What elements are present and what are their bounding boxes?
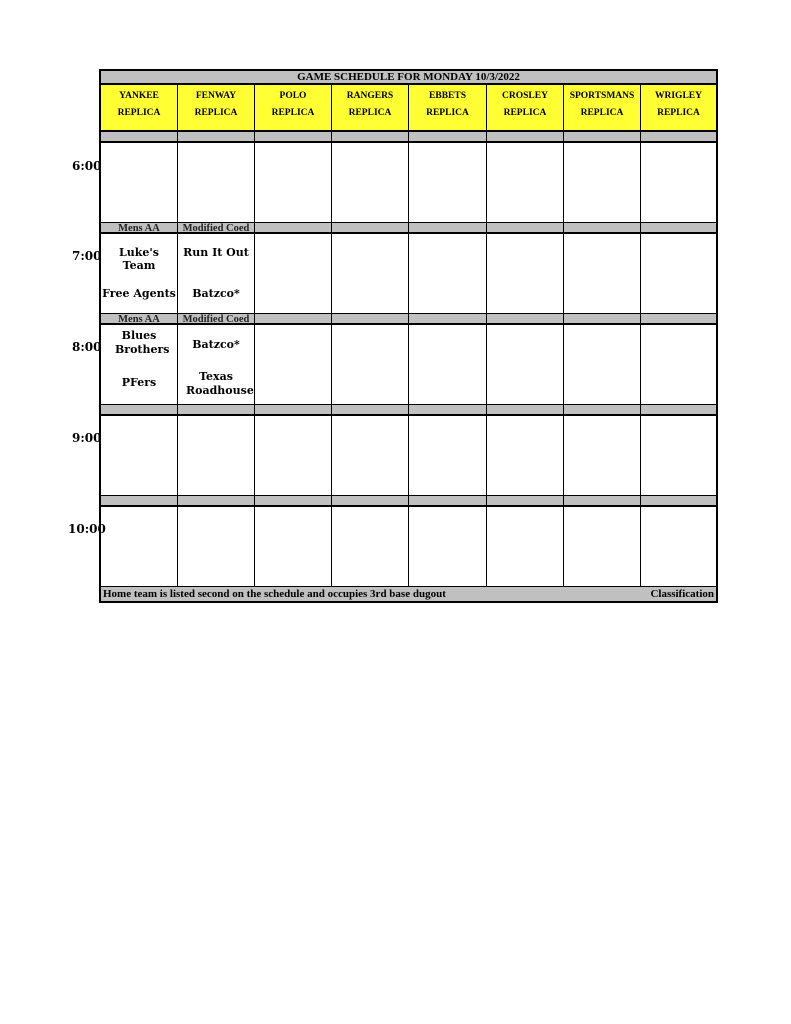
classification-cell [641, 405, 718, 414]
classification-cell [332, 314, 409, 323]
classification-cell [255, 314, 332, 323]
classification-row-9 [99, 404, 718, 416]
field-header-crosley: CROSLEY REPLICA [487, 85, 564, 130]
game-cell [487, 507, 564, 586]
classification-cell [332, 132, 409, 141]
game-cell [332, 234, 409, 313]
game-cell [641, 234, 718, 313]
classification-cell: Mens AA [99, 223, 178, 232]
game-cell [641, 143, 718, 222]
game-cell [178, 143, 255, 222]
game-cell-fenway-8 [178, 325, 255, 404]
game-cell [409, 143, 487, 222]
classification-cell [564, 496, 641, 505]
classification-cell [255, 405, 332, 414]
classification-row-7 [99, 222, 718, 234]
game-cell-yankee-7 [99, 234, 178, 313]
game-cell [487, 234, 564, 313]
game-cell [409, 325, 487, 404]
game-cell [487, 143, 564, 222]
game-cell [641, 416, 718, 495]
game-cell [641, 325, 718, 404]
classification-cell [487, 405, 564, 414]
classification-cell [409, 223, 487, 232]
classification-cell [487, 314, 564, 323]
classification-row-10 [99, 495, 718, 507]
home-team: PFers [121, 376, 157, 389]
classification-cell [99, 405, 178, 414]
schedule-footer [99, 586, 718, 603]
field-header-yankee: YANKEE REPLICA [99, 85, 178, 130]
game-cell [409, 234, 487, 313]
classification-cell [99, 496, 178, 505]
game-cell-fenway-7 [178, 234, 255, 313]
classification-row-6 [99, 131, 718, 143]
game-cell [332, 325, 409, 404]
game-cell [564, 143, 641, 222]
game-cell [409, 416, 487, 495]
time-slot-row-10 [99, 507, 718, 586]
classification-cell [564, 132, 641, 141]
game-cell-yankee-8 [99, 325, 178, 404]
game-cell [99, 143, 178, 222]
classification-cell [255, 132, 332, 141]
away-team: Blues Brothers [115, 329, 170, 356]
away-team: Luke's Team [119, 246, 159, 272]
home-team: Texas Roadhouse [186, 370, 254, 397]
game-cell [564, 325, 641, 404]
classification-cell [487, 223, 564, 232]
classification-cell [409, 314, 487, 323]
game-cell [255, 416, 332, 495]
classification-cell [99, 132, 178, 141]
classification-cell [641, 132, 718, 141]
classification-cell: Mens AA [99, 314, 178, 323]
game-cell [332, 416, 409, 495]
game-cell [255, 143, 332, 222]
game-cell [255, 507, 332, 586]
game-cell [255, 325, 332, 404]
classification-cell [332, 223, 409, 232]
game-cell [641, 507, 718, 586]
game-cell [332, 507, 409, 586]
time-label-6: 6:00 [72, 159, 102, 173]
classification-cell [564, 223, 641, 232]
classification-row-8 [99, 313, 718, 325]
schedule-grid [99, 85, 718, 586]
time-slot-row-7 [99, 234, 718, 313]
classification-cell [409, 132, 487, 141]
classification-cell [564, 314, 641, 323]
game-cell [255, 234, 332, 313]
game-cell [178, 416, 255, 495]
game-cell [178, 507, 255, 586]
classification-cell [178, 405, 255, 414]
classification-legend: Classification [650, 588, 714, 600]
field-header-row [99, 85, 718, 131]
classification-cell [641, 314, 718, 323]
schedule-sheet [99, 69, 718, 603]
field-header-wrigley: WRIGLEY REPLICA [641, 85, 718, 130]
game-cell [487, 325, 564, 404]
field-header-ebbets: EBBETS REPLICA [409, 85, 487, 130]
classification-cell [641, 496, 718, 505]
game-cell [409, 507, 487, 586]
time-label-9: 9:00 [72, 431, 102, 445]
game-cell [487, 416, 564, 495]
classification-cell [409, 496, 487, 505]
schedule-title: GAME SCHEDULE FOR MONDAY 10/3/2022 [99, 69, 718, 85]
game-cell [564, 234, 641, 313]
game-cell [332, 143, 409, 222]
time-slot-row-9 [99, 416, 718, 495]
game-cell [99, 507, 178, 586]
field-header-rangers: RANGERS REPLICA [332, 85, 409, 130]
field-header-fenway: FENWAY REPLICA [178, 85, 255, 130]
classification-cell: Modified Coed [178, 314, 255, 323]
away-team: Run It Out [183, 246, 249, 259]
time-slot-row-8 [99, 325, 718, 404]
home-team: Free Agents [102, 287, 176, 300]
classification-cell [564, 405, 641, 414]
classification-cell [332, 405, 409, 414]
classification-cell [641, 223, 718, 232]
game-cell [564, 507, 641, 586]
field-header-sportsmans: SPORTSMANS REPLICA [564, 85, 641, 130]
classification-cell [178, 132, 255, 141]
time-label-7: 7:00 [72, 249, 102, 263]
game-cell [564, 416, 641, 495]
home-team: Batzco* [192, 287, 240, 300]
classification-cell [332, 496, 409, 505]
time-label-10: 10:00 [68, 522, 106, 536]
time-label-8: 8:00 [72, 340, 102, 354]
classification-cell: Modified Coed [178, 223, 255, 232]
time-slot-row-6 [99, 143, 718, 222]
home-team-note: Home team is listed second on the schedule and occupies 3rd base dugout [103, 588, 446, 600]
field-header-polo: POLO REPLICA [255, 85, 332, 130]
classification-cell [409, 405, 487, 414]
game-cell [99, 416, 178, 495]
away-team: Batzco* [192, 338, 240, 351]
classification-cell [255, 223, 332, 232]
classification-cell [255, 496, 332, 505]
classification-cell [487, 132, 564, 141]
classification-cell [487, 496, 564, 505]
classification-cell [178, 496, 255, 505]
